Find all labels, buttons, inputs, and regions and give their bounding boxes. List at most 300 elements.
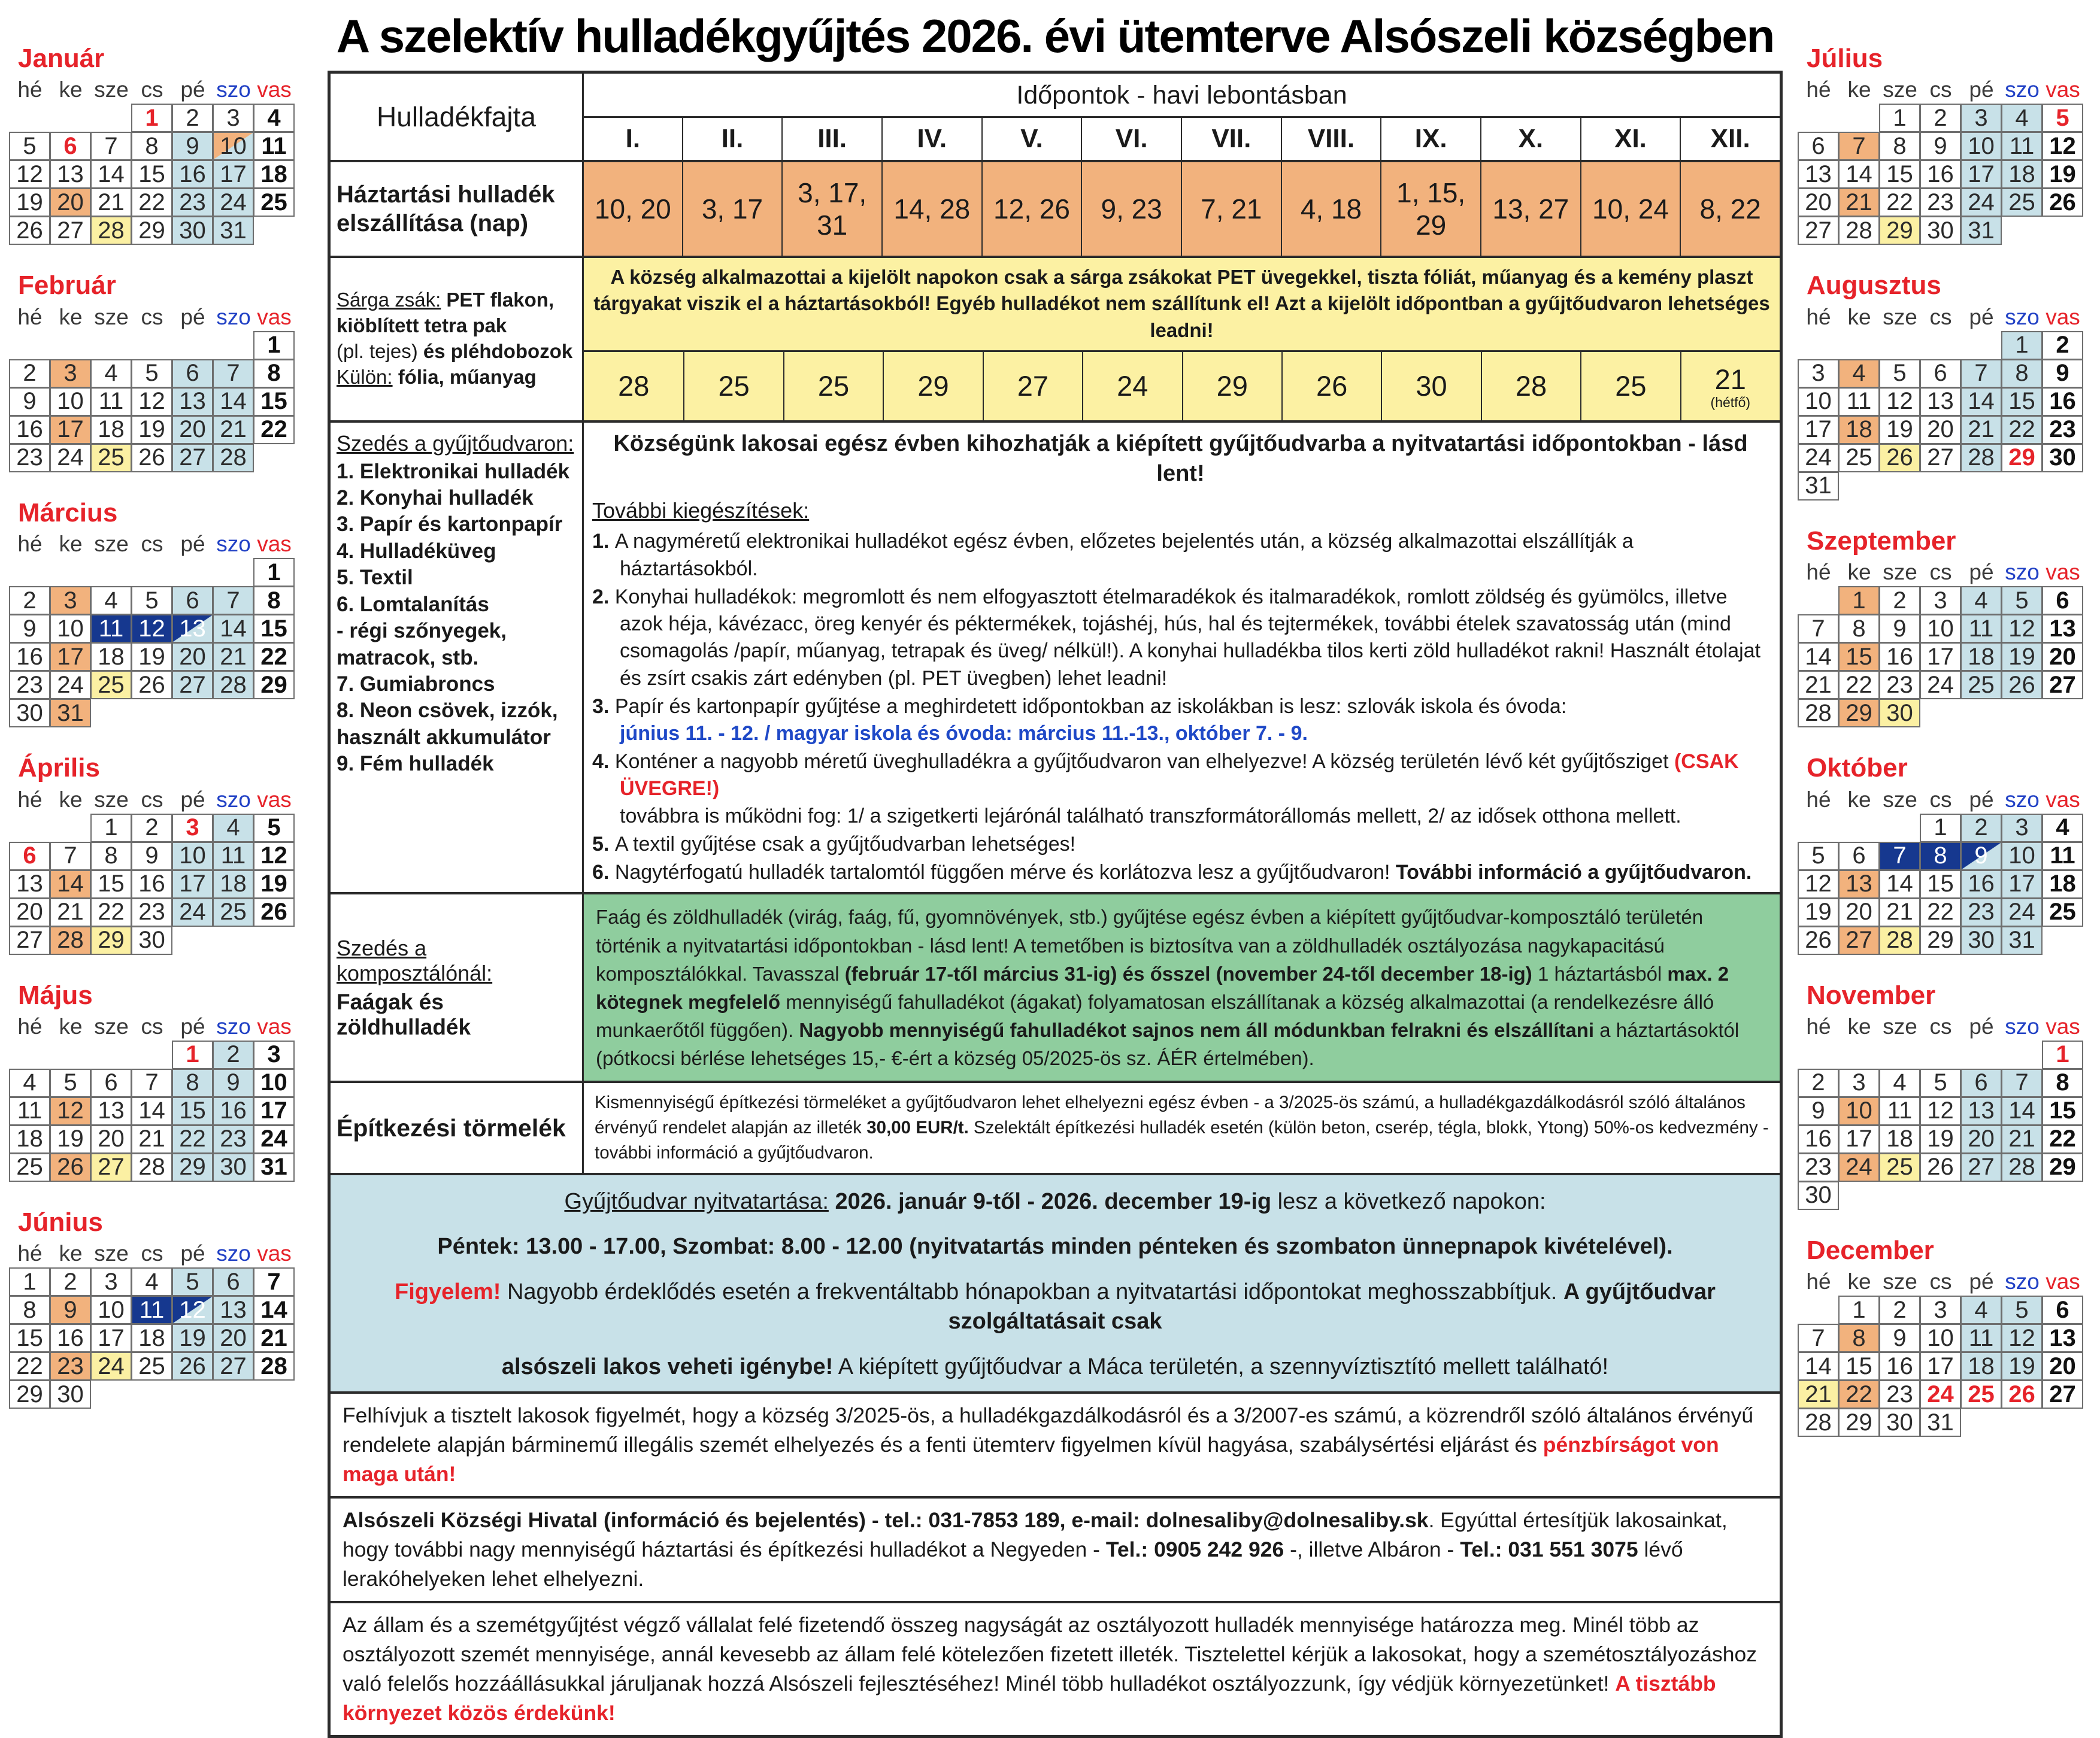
month-calendar-április [10, 754, 312, 954]
day-cell: 24 [213, 188, 254, 217]
day-cell: 3 [50, 359, 91, 388]
day-cell: 7 [1798, 614, 1839, 643]
day-cell: 19 [172, 1324, 213, 1352]
household-dates-cell: 14, 28 [881, 162, 981, 256]
day-cell: 8 [172, 1069, 213, 1097]
day-cell: 1 [1838, 586, 1880, 615]
day-cell: 8 [2001, 359, 2043, 388]
collection-yard-label-item: 5. Textil [337, 566, 413, 590]
yellow-bag-date-cell: 26 [1281, 352, 1381, 420]
day-cell: 29 [90, 926, 132, 955]
day-cell: 19 [131, 642, 172, 671]
month-calendar-július [1798, 44, 2093, 245]
weekday-label: hé [1806, 77, 1831, 102]
weekday-label: szo [2005, 77, 2040, 102]
opening-hours-content [331, 1175, 1780, 1391]
day-cell: 3 [2001, 814, 2043, 842]
yellow-bag-date-cell: 24 [1082, 352, 1181, 420]
weekday-header [10, 530, 312, 559]
day-cell: 24 [1920, 671, 1961, 699]
empty-day-cell [1960, 1041, 2002, 1069]
day-cell: 12 [131, 387, 172, 416]
day-cell: 29 [2042, 1153, 2083, 1182]
empty-day-cell [9, 1041, 50, 1069]
weekday-label: cs [1929, 304, 1952, 329]
weekday-label: hé [1806, 1014, 1831, 1039]
day-cell: 17 [1920, 642, 1961, 671]
day-cell: 8 [253, 586, 295, 615]
day-cell: 28 [1798, 699, 1839, 727]
weekday-label: sze [1883, 560, 1917, 585]
day-cell: 27 [213, 1352, 254, 1381]
weekday-header [10, 303, 312, 332]
day-cell: 9 [2042, 359, 2083, 388]
day-cell: 28 [90, 216, 132, 245]
weekday-header [1798, 1012, 2093, 1041]
month-title: Augusztus [1807, 271, 1941, 301]
empty-day-cell [90, 104, 132, 132]
day-cell: 10 [1798, 387, 1839, 416]
yellow-bag-date-cell: 27 [983, 352, 1082, 420]
day-cell: 23 [1879, 671, 1920, 699]
household-dates-cell: 3, 17 [682, 162, 782, 256]
empty-day-cell [1838, 331, 1880, 360]
collection-yard-label-item: 7. Gumiabroncs [337, 672, 495, 696]
empty-day-cell [1838, 104, 1880, 132]
day-cell: 13 [50, 160, 91, 189]
day-cell: 7 [253, 1267, 295, 1296]
day-cell: 29 [2001, 444, 2043, 472]
day-cell: 16 [131, 870, 172, 899]
day-cell: 19 [1920, 1125, 1961, 1154]
empty-day-cell [9, 814, 50, 842]
day-cell: 24 [90, 1352, 132, 1381]
opening-hours-line4: alsószeli lakos veheti igénybe! A kiépített gyűjtőudvar a Máca területén, a szennyvíztisztító mellett található! [501, 1354, 1609, 1379]
yellow-bag-note: A község alkalmazottai a kijelölt napokon csak a sárga zsákokat PET üvegekkel, tiszta fóliát, műanyag és a kemény plaszt tárgyakat viszik el a háztartásokból! Egyéb hulladékot nem szállítunk el! Azt a kijelölt időpontban a gyűjtőudvaron lehetséges leadni! [584, 258, 1780, 352]
weekday-label: pé [1969, 1014, 1994, 1039]
weekday-label: szo [216, 1014, 251, 1039]
yellow-bag-label-line: Sárga zsák: PET flakon, [337, 289, 554, 311]
day-cell: 2 [1879, 1296, 1920, 1324]
month-title: November [1807, 980, 1936, 1010]
day-cell: 13 [1798, 160, 1839, 189]
footer-paragraph-2-row [331, 1496, 1780, 1601]
day-cell: 16 [213, 1097, 254, 1126]
day-cell: 28 [1838, 216, 1880, 245]
day-cell: 30 [1920, 216, 1961, 245]
month-numeral: IV. [881, 118, 981, 160]
empty-day-cell [1960, 331, 2002, 360]
day-cell: 19 [1798, 898, 1839, 927]
day-cell: 7 [1798, 1324, 1839, 1352]
day-cell: 18 [90, 415, 132, 444]
household-label-line: elszállítása (nap) [337, 210, 529, 236]
day-cell: 5 [131, 359, 172, 388]
day-cell: 27 [50, 216, 91, 245]
day-cell: 8 [2042, 1069, 2083, 1097]
weekday-label: szo [2005, 1269, 2040, 1294]
day-cell: 7 [1960, 359, 2002, 388]
day-cell: 9 [1960, 842, 2002, 870]
day-cell: 14 [213, 614, 254, 643]
day-cell: 10 [90, 1296, 132, 1324]
opening-hours-line2: Péntek: 13.00 - 17.00, Szombat: 8.00 - 12.00 (nyitvatartás minden pénteken és szombaton ünnepnapok kivételével). [437, 1234, 1673, 1260]
day-cell: 2 [1960, 814, 2002, 842]
day-cell: 16 [1879, 1352, 1920, 1381]
day-cell: 31 [213, 216, 254, 245]
month-calendar-október [1798, 754, 2093, 954]
construction-debris-row [331, 1081, 1780, 1173]
day-cell: 22 [9, 1352, 50, 1381]
day-cell: 10 [50, 387, 91, 416]
empty-day-cell [172, 558, 213, 587]
day-cell: 27 [172, 671, 213, 699]
day-cell: 16 [9, 642, 50, 671]
day-cell: 24 [50, 444, 91, 472]
day-cell: 5 [1920, 1069, 1961, 1097]
weekday-label: szo [216, 787, 251, 812]
day-cell: 3 [253, 1041, 295, 1069]
day-cell: 12 [2001, 614, 2043, 643]
construction-debris-label: Építkezési törmelék [337, 1114, 566, 1142]
day-cell: 29 [1838, 1408, 1880, 1437]
day-cell: 23 [1798, 1153, 1839, 1182]
day-cell: 25 [9, 1153, 50, 1182]
page-title: A szelektív hulladékgyűjtés 2026. évi ütemterve Alsószeli községben [336, 10, 1774, 62]
day-cell: 22 [1838, 671, 1880, 699]
day-cell: 19 [2042, 160, 2083, 189]
day-cell: 15 [253, 614, 295, 643]
day-cell: 15 [2001, 387, 2043, 416]
day-cell: 7 [1838, 132, 1880, 160]
weekday-label: hé [17, 304, 43, 329]
day-cell: 21 [1960, 415, 2002, 444]
day-cell: 20 [1838, 898, 1880, 927]
day-cell: 23 [9, 444, 50, 472]
day-cell: 14 [50, 870, 91, 899]
month-calendar-február [10, 271, 312, 472]
day-cell: 7 [2001, 1069, 2043, 1097]
day-cell: 24 [1838, 1153, 1880, 1182]
weekday-label: hé [17, 77, 43, 102]
day-cell: 14 [253, 1296, 295, 1324]
collection-yard-label-item: 6. Lomtalanítás [337, 592, 489, 616]
day-cell: 31 [1960, 216, 2002, 245]
weekday-label: cs [141, 532, 163, 557]
weekday-label: ke [59, 77, 83, 102]
day-cell: 15 [2042, 1097, 2083, 1126]
day-cell: 7 [213, 586, 254, 615]
collection-yard-content [582, 423, 1780, 893]
day-cell: 20 [2042, 642, 2083, 671]
day-cell: 22 [90, 898, 132, 927]
month-calendar-június [10, 1208, 312, 1409]
day-cell: 22 [253, 415, 295, 444]
day-cell: 28 [2001, 1153, 2043, 1182]
day-cell: 23 [1920, 188, 1961, 217]
day-cell: 13 [2042, 1324, 2083, 1352]
day-cell: 15 [253, 387, 295, 416]
household-dates-cell: 4, 18 [1281, 162, 1381, 256]
day-cell: 1 [253, 558, 295, 587]
month-numeral: III. [781, 118, 881, 160]
weekday-label: cs [1929, 787, 1952, 812]
collection-yard-subheading: További kiegészítések: [592, 498, 810, 523]
day-cell: 27 [172, 444, 213, 472]
day-cell: 4 [1838, 359, 1880, 388]
day-cell: 23 [172, 188, 213, 217]
month-numeral: X. [1480, 118, 1580, 160]
weekday-label: ke [1847, 787, 1871, 812]
day-cell: 21 [50, 898, 91, 927]
day-cell: 27 [1920, 444, 1961, 472]
weekday-label: hé [1806, 787, 1831, 812]
day-cell: 12 [1920, 1097, 1961, 1126]
day-cell: 25 [213, 898, 254, 927]
composting-content: Faág és zöldhulladék (virág, faág, fű, gyomnövények, stb.) gyűjtése egész évben a kiépített gyűjtőudvar-komposztáló területén történik a nyitvatartási időpontokban - lásd lent! A temetőben is biztosítva van a zöldhulladék osztályozása nagykapacitású komposztálókkal. Tavasszal (február 17-től március 31-ig) és ősszel (november 24-től december 18-ig) 1 háztartásból max. 2 kötegnek megfelelő mennyiségű fahulladékot (ágakat) folyamatosan elszállítanak a község alkalmazottai (a rendelkezésre álló munkaerőtől függően). Nagyobb mennyiségű fahulladékot sajnos nem áll módunkban felrakni és elszállítani a háztartásoktól (pótkocsi bérlése lehetséges 15,- €-ért a község 05/2025-ös sz. ÁÉR értelmében). [582, 894, 1780, 1081]
weekday-label: ke [1847, 304, 1871, 329]
calendar-column-right [1798, 11, 2093, 1738]
month-title: December [1807, 1235, 1934, 1265]
day-cell: 19 [9, 188, 50, 217]
day-cell: 4 [253, 104, 295, 132]
day-cell: 2 [131, 814, 172, 842]
day-grid [1798, 332, 2093, 501]
day-cell: 26 [1920, 1153, 1961, 1182]
day-cell: 23 [1879, 1380, 1920, 1409]
month-calendar-december [1798, 1236, 2093, 1437]
day-cell: 3 [50, 586, 91, 615]
day-cell: 17 [172, 870, 213, 899]
day-cell: 17 [213, 160, 254, 189]
day-cell: 4 [1960, 586, 2002, 615]
empty-day-cell [172, 331, 213, 360]
day-cell: 13 [1920, 387, 1961, 416]
day-grid [10, 1268, 312, 1409]
day-cell: 8 [90, 842, 132, 870]
day-cell: 2 [9, 359, 50, 388]
day-cell: 20 [2042, 1352, 2083, 1381]
day-cell: 12 [9, 160, 50, 189]
weekday-label: szo [216, 532, 251, 557]
day-cell: 14 [213, 387, 254, 416]
day-cell: 25 [1960, 671, 2002, 699]
day-cell: 14 [1960, 387, 2002, 416]
day-cell: 1 [253, 331, 295, 360]
day-cell: 18 [1838, 415, 1880, 444]
month-title: Október [1807, 753, 1908, 783]
day-cell: 17 [90, 1324, 132, 1352]
weekday-label: hé [1806, 304, 1831, 329]
day-cell: 5 [9, 132, 50, 160]
day-cell: 17 [50, 642, 91, 671]
day-cell: 14 [1798, 642, 1839, 671]
day-cell: 20 [1920, 415, 1961, 444]
day-cell: 16 [50, 1324, 91, 1352]
month-numeral: II. [682, 118, 782, 160]
day-cell: 25 [131, 1352, 172, 1381]
day-grid [10, 104, 312, 245]
household-dates-cell: 13, 27 [1480, 162, 1580, 256]
day-cell: 27 [1838, 926, 1880, 955]
day-cell: 8 [1838, 614, 1880, 643]
day-cell: 4 [1960, 1296, 2002, 1324]
household-dates-cell: 9, 23 [1081, 162, 1181, 256]
day-cell: 24 [1798, 444, 1839, 472]
weekday-label: vas [2046, 787, 2080, 812]
day-cell: 19 [50, 1125, 91, 1154]
composting-label [331, 894, 582, 1081]
day-cell: 21 [90, 188, 132, 217]
waste-type-header: Hulladékfajta [377, 101, 536, 132]
day-cell: 24 [172, 898, 213, 927]
month-numeral: VII. [1181, 118, 1281, 160]
composting-row [331, 892, 1780, 1081]
day-cell: 13 [172, 614, 213, 643]
day-cell: 28 [50, 926, 91, 955]
day-cell: 10 [1920, 614, 1961, 643]
day-grid [10, 814, 312, 955]
day-cell: 16 [1920, 160, 1961, 189]
day-cell: 22 [1879, 188, 1920, 217]
day-cell: 29 [1879, 216, 1920, 245]
weekday-label: szo [216, 304, 251, 329]
day-cell: 13 [1838, 870, 1880, 899]
weekday-label: hé [17, 1014, 43, 1039]
collection-yard-item: 1. A nagyméretű elektronikai hulladékot egész évben, előzetes bejelentés után, a község alkalmazottai elszállítják a háztartásokból. [592, 530, 1634, 580]
day-cell: 3 [1960, 104, 2002, 132]
day-cell: 30 [1798, 1181, 1839, 1210]
day-cell: 20 [172, 415, 213, 444]
day-grid [1798, 1296, 2093, 1437]
day-cell: 5 [1798, 842, 1839, 870]
day-cell: 2 [1798, 1069, 1839, 1097]
weekday-label: vas [2046, 1014, 2080, 1039]
day-cell: 2 [213, 1041, 254, 1069]
day-cell: 9 [50, 1296, 91, 1324]
weekday-label: ke [59, 532, 83, 557]
weekday-label: ke [59, 1014, 83, 1039]
day-cell: 27 [9, 926, 50, 955]
collection-yard-label-item: 8. Neon csövek, izzók, [337, 699, 558, 723]
day-cell: 23 [2042, 415, 2083, 444]
month-numeral: IX. [1380, 118, 1480, 160]
day-cell: 11 [213, 842, 254, 870]
calendar-column-left [10, 11, 312, 1738]
day-cell: 12 [1798, 870, 1839, 899]
weekday-label: pé [180, 787, 205, 812]
weekday-label: vas [2046, 77, 2080, 102]
day-cell: 17 [1920, 1352, 1961, 1381]
day-cell: 6 [2042, 1296, 2083, 1324]
empty-day-cell [1879, 331, 1920, 360]
day-grid [10, 1041, 312, 1182]
yellow-bag-values [584, 352, 1780, 420]
day-cell: 27 [90, 1153, 132, 1182]
day-cell: 28 [213, 671, 254, 699]
empty-day-cell [50, 558, 91, 587]
weekday-label: cs [141, 77, 163, 102]
day-cell: 18 [131, 1324, 172, 1352]
collection-yard-heading: Községünk lakosai egész évben kihozhatják a kiépített gyűjtőudvarba a nyitvatartási időpontokban - lásd lent! [613, 430, 1748, 487]
day-cell: 25 [253, 188, 295, 217]
day-cell: 20 [1960, 1125, 2002, 1154]
month-title: Február [18, 271, 116, 301]
day-cell: 5 [172, 1267, 213, 1296]
day-cell: 10 [1838, 1097, 1880, 1126]
weekday-label: cs [1929, 1269, 1952, 1294]
day-cell: 30 [172, 216, 213, 245]
day-cell: 8 [253, 359, 295, 388]
day-cell: 14 [90, 160, 132, 189]
day-cell: 1 [9, 1267, 50, 1296]
day-cell: 31 [50, 699, 91, 727]
weekday-label: pé [1969, 304, 1994, 329]
day-cell: 13 [1960, 1097, 2002, 1126]
day-cell: 13 [213, 1296, 254, 1324]
day-cell: 19 [253, 870, 295, 899]
day-cell: 27 [1960, 1153, 2002, 1182]
weekday-label: szo [2005, 1014, 2040, 1039]
day-cell: 8 [131, 132, 172, 160]
day-cell: 5 [253, 814, 295, 842]
day-cell: 4 [213, 814, 254, 842]
day-cell: 16 [1879, 642, 1920, 671]
day-cell: 4 [2001, 104, 2043, 132]
yellow-bag-date-cell: 29 [1182, 352, 1281, 420]
collection-yard-label-item: 2. Konyhai hulladék [337, 486, 534, 509]
composting-label-sub: Faágak és zöldhulladék [337, 989, 471, 1039]
day-cell: 22 [131, 188, 172, 217]
table-header-row [331, 74, 1780, 160]
collection-yard-label [331, 423, 582, 893]
day-cell: 10 [2001, 842, 2043, 870]
day-cell: 30 [9, 699, 50, 727]
empty-day-cell [50, 331, 91, 360]
empty-day-cell [1798, 104, 1839, 132]
day-cell: 6 [172, 359, 213, 388]
day-cell: 6 [9, 842, 50, 870]
day-cell: 31 [1798, 472, 1839, 501]
day-cell: 13 [172, 387, 213, 416]
empty-day-cell [50, 1041, 91, 1069]
weekday-label: pé [180, 1014, 205, 1039]
day-cell: 15 [9, 1324, 50, 1352]
day-cell: 14 [1798, 1352, 1839, 1381]
day-cell: 11 [90, 614, 132, 643]
day-cell: 29 [1838, 699, 1880, 727]
collection-yard-label-item: matracok, stb. [337, 645, 479, 669]
day-cell: 17 [1798, 415, 1839, 444]
day-cell: 17 [50, 415, 91, 444]
weekday-label: vas [257, 77, 292, 102]
household-waste-label [331, 162, 582, 256]
weekday-label: ke [59, 787, 83, 812]
day-cell: 26 [253, 898, 295, 927]
weekday-label: hé [17, 787, 43, 812]
weekday-label: vas [257, 1241, 292, 1266]
empty-day-cell [1798, 1296, 1839, 1324]
day-cell: 4 [90, 359, 132, 388]
day-cell: 21 [1798, 671, 1839, 699]
weekday-label: sze [1883, 77, 1917, 102]
day-cell: 29 [172, 1153, 213, 1182]
household-dates-cell: 3, 17, 31 [781, 162, 881, 256]
day-cell: 25 [1838, 444, 1880, 472]
collection-yard-label-item: - régi szőnyegek, [337, 619, 507, 643]
day-cell: 31 [253, 1153, 295, 1182]
yellow-bag-label-line: kiöblített tetra pak [337, 314, 507, 337]
